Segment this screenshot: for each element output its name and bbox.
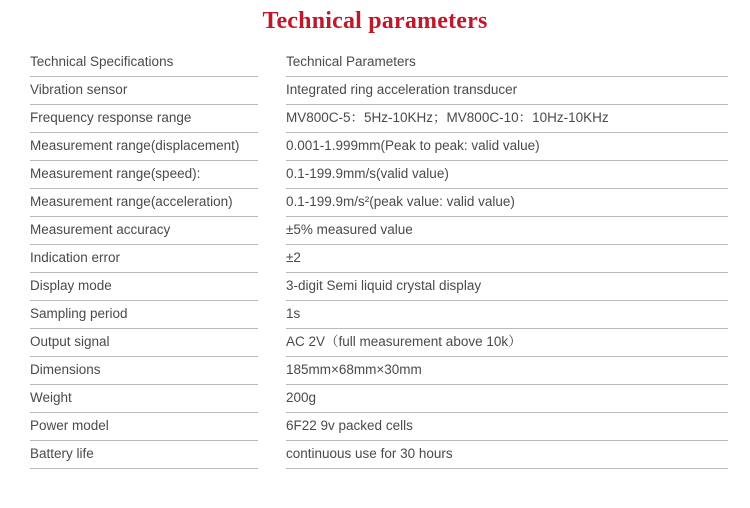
spec-label: Dimensions — [30, 357, 258, 385]
spec-value: Integrated ring acceleration transducer — [286, 77, 728, 105]
table-row — [30, 105, 728, 133]
spec-label: Measurement accuracy — [30, 217, 258, 245]
table-row — [30, 301, 728, 329]
spec-value: 0.1-199.9mm/s(valid value) — [286, 161, 728, 189]
spec-value: 185mm×68mm×30mm — [286, 357, 728, 385]
table-row — [30, 357, 728, 385]
table-row — [30, 189, 728, 217]
table-row — [30, 77, 728, 105]
table-row — [30, 217, 728, 245]
table-row — [30, 329, 728, 357]
table-row — [30, 441, 728, 469]
spec-value: AC 2V（full measurement above 10k） — [286, 329, 728, 357]
spec-value: ±5% measured value — [286, 217, 728, 245]
page-title: Technical parameters — [262, 8, 488, 34]
spec-label: Display mode — [30, 273, 258, 301]
spec-label: Weight — [30, 385, 258, 413]
spec-value: 0.001-1.999mm(Peak to peak: valid value) — [286, 133, 728, 161]
spec-value: ±2 — [286, 245, 728, 273]
column-header-parameters: Technical Parameters — [286, 49, 728, 77]
column-header-specifications: Technical Specifications — [30, 49, 258, 77]
spec-value: 6F22 9v packed cells — [286, 413, 728, 441]
spec-label: Measurement range(displacement) — [30, 133, 258, 161]
spec-label: Sampling period — [30, 301, 258, 329]
spec-label: Measurement range(acceleration) — [30, 189, 258, 217]
spec-label: Battery life — [30, 441, 258, 469]
specifications-table — [0, 49, 750, 469]
table-header-row — [30, 49, 728, 77]
table-row — [30, 385, 728, 413]
spec-value: 1s — [286, 301, 728, 329]
spec-label: Vibration sensor — [30, 77, 258, 105]
table-row — [30, 161, 728, 189]
table-row — [30, 273, 728, 301]
spec-label: Indication error — [30, 245, 258, 273]
spec-label: Measurement range(speed): — [30, 161, 258, 189]
table-row — [30, 413, 728, 441]
spec-value: 3-digit Semi liquid crystal display — [286, 273, 728, 301]
spec-value: continuous use for 30 hours — [286, 441, 728, 469]
table-row — [30, 245, 728, 273]
table-row — [30, 133, 728, 161]
spec-value: MV800C-5：5Hz-10KHz；MV800C-10：10Hz-10KHz — [286, 105, 728, 133]
spec-value: 0.1-199.9m/s²(peak value: valid value) — [286, 189, 728, 217]
spec-label: Frequency response range — [30, 105, 258, 133]
spec-label: Output signal — [30, 329, 258, 357]
spec-label: Power model — [30, 413, 258, 441]
spec-value: 200g — [286, 385, 728, 413]
